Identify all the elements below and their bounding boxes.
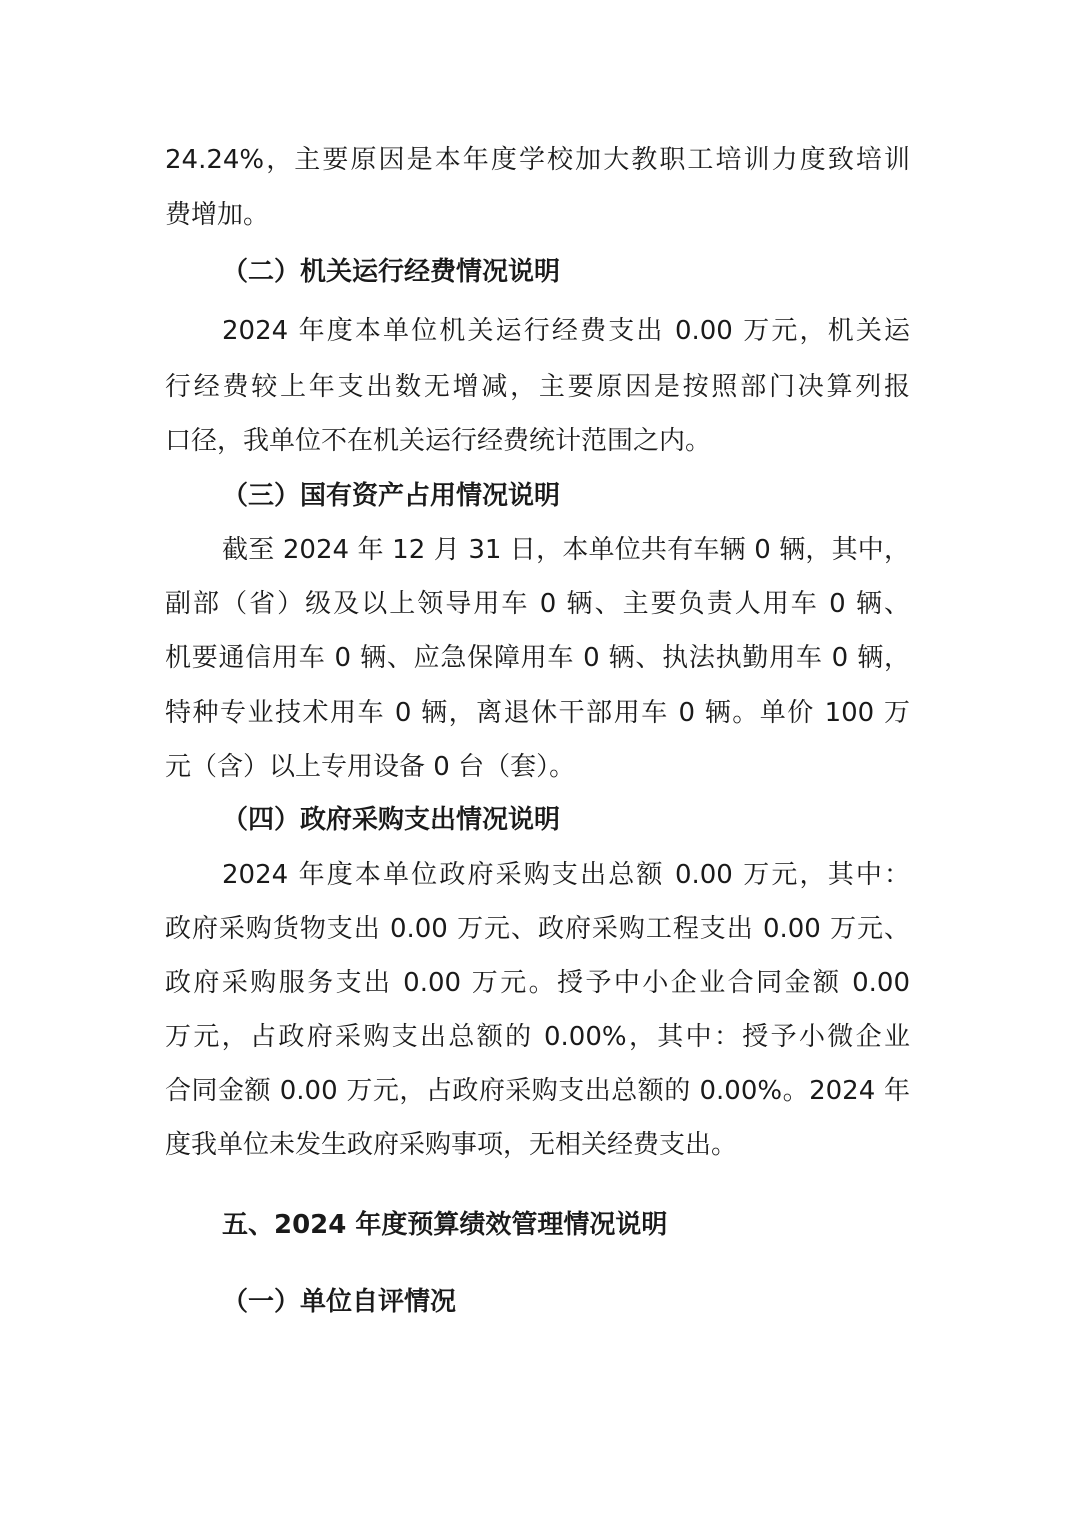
paragraph-line: 元（含）以上专用设备 0 台（套）。	[165, 752, 576, 782]
paragraph-line: 截至 2024 年 12 月 31 日，本单位共有车辆 0 辆，其中，	[222, 535, 910, 565]
paragraph-line: 2024 年度本单位政府采购支出总额 0.00 万元，其中：	[222, 860, 910, 890]
paragraph-line: 合同金额 0.00 万元，占政府采购支出总额的 0.00%。2024 年	[165, 1076, 910, 1106]
paragraph-line: 度我单位未发生政府采购事项，无相关经费支出。	[165, 1130, 738, 1160]
paragraph-line: 口径，我单位不在机关运行经费统计范围之内。	[165, 426, 712, 456]
paragraph-line: 费增加。	[165, 200, 270, 230]
chapter-heading: 五、2024 年度预算绩效管理情况说明	[222, 1210, 668, 1240]
paragraph-line: 机要通信用车 0 辆、应急保障用车 0 辆、执法执勤用车 0 辆，	[165, 643, 910, 673]
paragraph-line: 政府采购货物支出 0.00 万元、政府采购工程支出 0.00 万元、	[165, 914, 910, 944]
paragraph-line: 政府采购服务支出 0.00 万元。授予中小企业合同金额 0.00	[165, 968, 910, 998]
paragraph-line: 万元，占政府采购支出总额的 0.00%，其中：授予小微企业	[165, 1022, 910, 1052]
section-heading: （四）政府采购支出情况说明	[222, 805, 561, 835]
paragraph-line: 副部（省）级及以上领导用车 0 辆、主要负责人用车 0 辆、	[165, 589, 910, 619]
section-heading: （三）国有资产占用情况说明	[222, 481, 561, 511]
section-heading: （一）单位自评情况	[222, 1287, 457, 1317]
paragraph-line: 24.24%，主要原因是本年度学校加大教职工培训力度致培训	[165, 145, 910, 175]
section-heading: （二）机关运行经费情况说明	[222, 257, 561, 287]
paragraph-line: 2024 年度本单位机关运行经费支出 0.00 万元，机关运	[222, 316, 910, 346]
paragraph-line: 特种专业技术用车 0 辆，离退休干部用车 0 辆。单价 100 万	[165, 698, 910, 728]
paragraph-line: 行经费较上年支出数无增减，主要原因是按照部门决算列报	[165, 372, 910, 402]
